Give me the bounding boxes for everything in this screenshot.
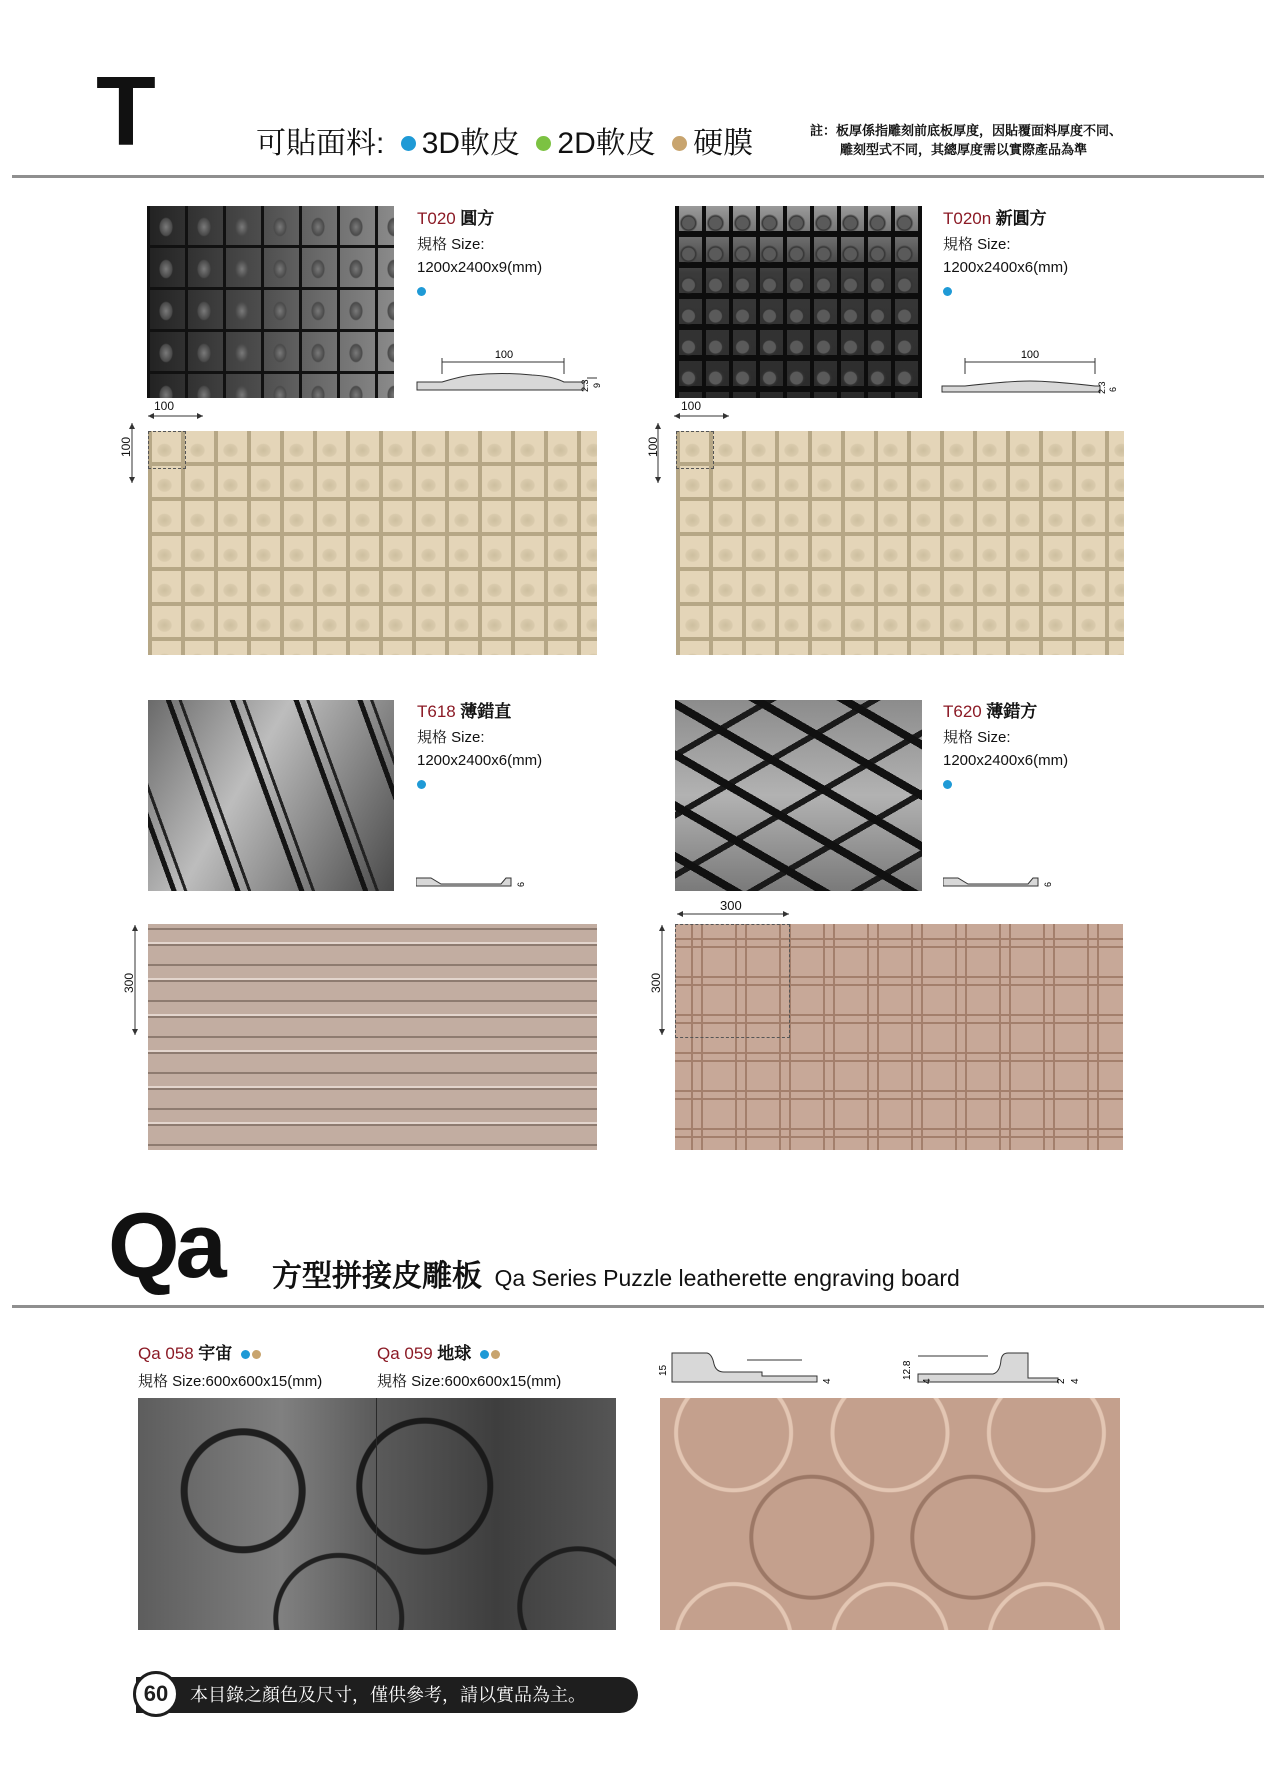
product-name: 薄錯直 [460, 702, 512, 721]
qa059-info [377, 1339, 561, 1393]
legend-dot-3d [401, 136, 416, 151]
t020n-dim-h-arrow [654, 410, 734, 422]
product-name: 新圓方 [995, 209, 1047, 228]
t020n-photo [675, 206, 922, 398]
t020n-dim-v: 100 [646, 436, 661, 458]
profile-label-4: 4 [822, 1378, 833, 1384]
profile-label-15: 15 [658, 1364, 669, 1376]
spec-label: 規格 Size: [417, 729, 485, 746]
t020n-info [943, 204, 1068, 301]
t618-dim-v: 300 [122, 972, 137, 994]
product-code: T620 [943, 702, 982, 721]
profile-label-4b: 4 [1070, 1378, 1081, 1384]
product-name: 薄錯方 [986, 702, 1038, 721]
thickness-note [810, 121, 1122, 159]
t020n-dim-v-arrow [652, 418, 664, 488]
legend-item-2d: 2D軟皮 [557, 127, 656, 160]
qa058-qa059-photo [138, 1398, 616, 1630]
t620-info [943, 697, 1068, 794]
product-name: 圓方 [460, 209, 495, 228]
t618-photo [148, 700, 394, 891]
material-dot-3d [480, 1350, 489, 1359]
profile-depth-1: 2.3 [580, 379, 590, 392]
note-line-2: 雕刻型式不同，其總厚度需以實際產品為準 [840, 142, 1088, 157]
legend-label: 可貼面料: [256, 127, 385, 160]
product-code: Qa 059 [377, 1344, 433, 1363]
qa-title-en: Qa Series Puzzle leatherette engraving board [494, 1265, 960, 1291]
qa-photo-seam [376, 1398, 377, 1630]
t020n-dim-h: 100 [681, 399, 702, 413]
material-dot-film [252, 1350, 261, 1359]
footer-text: 本目錄之顏色及尺寸，僅供參考，請以實品為主。 [190, 1685, 586, 1705]
material-dot-film [491, 1350, 500, 1359]
spec-value: 1200x2400x6(mm) [943, 259, 1069, 276]
qa-profile-diagram-1 [652, 1350, 862, 1386]
qa-profile-diagram-2 [898, 1350, 1098, 1386]
profile-label-2: 2 [1056, 1378, 1067, 1384]
profile-depth-2: 6 [1108, 386, 1118, 392]
section-qa-divider [12, 1305, 1264, 1308]
t618-dim-v-arrow [129, 922, 141, 1038]
material-dot-3d [943, 780, 952, 789]
legend-dot-film [672, 136, 687, 151]
spec-value: 1200x2400x6(mm) [943, 752, 1069, 769]
qa-title-zh: 方型拼接皮雕板 [272, 1260, 482, 1293]
t020-dim-v-arrow [126, 418, 138, 488]
profile-depth-1: 2.3 [1097, 381, 1107, 394]
t620-dim-v-arrow [656, 922, 668, 1038]
profile-width-label: 100 [1020, 349, 1040, 361]
material-dot-3d [943, 287, 952, 296]
material-legend [256, 118, 753, 162]
legend-dot-2d [536, 136, 551, 151]
qa-title [272, 1251, 960, 1295]
material-dot-3d [417, 287, 426, 296]
t020-tile-render [148, 431, 597, 655]
t618-tile-render [148, 924, 597, 1150]
t618-profile-diagram [416, 872, 536, 890]
t620-photo [675, 700, 922, 891]
t020-dim-h: 100 [154, 399, 175, 413]
profile-width-label: 100 [494, 349, 514, 361]
t020-dim-v: 100 [119, 436, 134, 458]
t020n-profile-diagram [940, 348, 1118, 398]
material-dot-3d [241, 1350, 250, 1359]
spec-label: 規格 Size: [417, 236, 485, 253]
qa058-info [138, 1339, 322, 1393]
product-name: 地球 [437, 1344, 472, 1363]
spec-label: 規格 Size: [943, 236, 1011, 253]
profile-depth-2: 9 [592, 382, 602, 388]
product-code: T020 [417, 209, 456, 228]
legend-item-film: 硬膜 [693, 127, 754, 160]
profile-label-12-8: 12.8 [902, 1360, 913, 1380]
spec-value: 規格 Size:600x600x15(mm) [138, 1373, 323, 1390]
spec-label: 規格 Size: [943, 729, 1011, 746]
t020-dim-h-arrow [128, 410, 208, 422]
page-number: 60 [133, 1671, 179, 1717]
spec-value: 1200x2400x9(mm) [417, 259, 543, 276]
section-letter-qa: Qa [108, 1195, 223, 1297]
t020-repeat-marker [148, 431, 186, 469]
t020n-repeat-marker [676, 431, 714, 469]
profile-depth-1: 6 [516, 881, 526, 887]
product-code: T618 [417, 702, 456, 721]
product-code: T020n [943, 209, 992, 228]
spec-value: 1200x2400x6(mm) [417, 752, 543, 769]
section-letter-t: T [96, 56, 156, 166]
legend-item-3d: 3D軟皮 [421, 127, 521, 160]
section-t-divider [12, 175, 1264, 178]
t020-profile-diagram [412, 348, 602, 398]
profile-label-4a: 4 [922, 1378, 933, 1384]
profile-depth-1: 6 [1043, 881, 1053, 887]
t620-dim-h: 300 [720, 898, 742, 913]
t020n-tile-render [676, 431, 1124, 655]
footer-disclaimer [136, 1677, 638, 1713]
qa-brown-photo [660, 1398, 1120, 1630]
t618-info [417, 697, 542, 794]
t620-dim-v: 300 [649, 972, 664, 994]
t020-photo [147, 206, 394, 398]
t620-dim-h-arrow [675, 908, 793, 920]
t620-profile-diagram [943, 872, 1063, 890]
material-dot-3d [417, 780, 426, 789]
t020-info [417, 204, 542, 301]
spec-value: 規格 Size:600x600x15(mm) [377, 1373, 562, 1390]
note-line-1: 註：板厚係指雕刻前底板厚度，因貼覆面料厚度不同、 [810, 123, 1123, 138]
t620-repeat-marker [675, 924, 790, 1038]
product-name: 宇宙 [198, 1344, 233, 1363]
product-code: Qa 058 [138, 1344, 194, 1363]
